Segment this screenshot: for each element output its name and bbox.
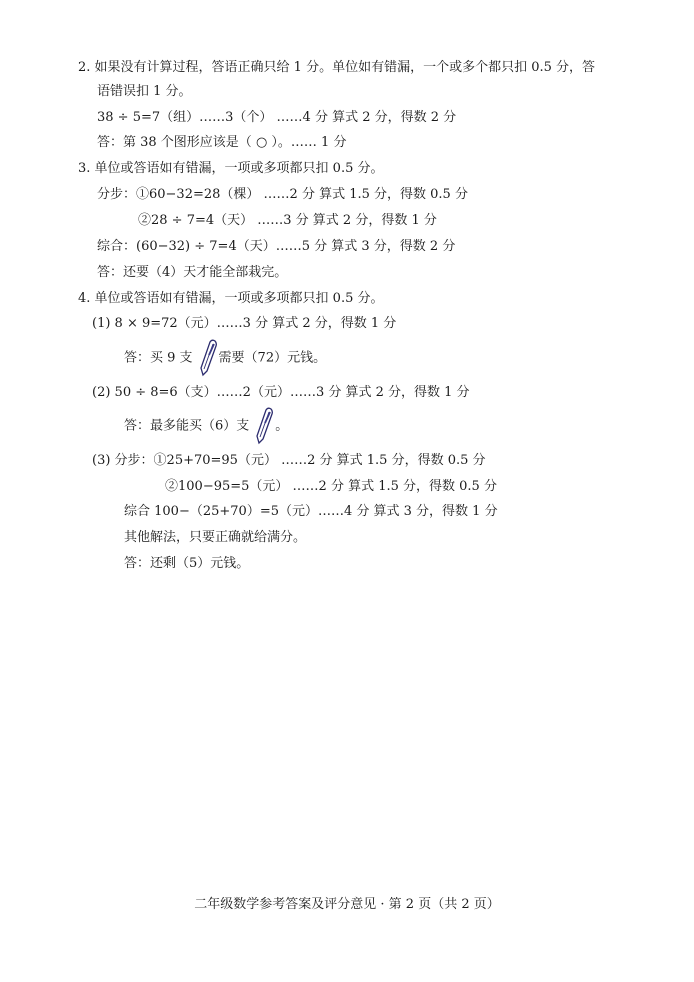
item-2-rule-line1: 2. 如果没有计算过程，答语正确只给 1 分。单位如有错漏，一个或多个都只扣 0.5 分，答 [78,60,596,75]
item-4-3-answer: 答：还剩（5）元钱。 [124,556,250,571]
pen-icon [195,339,217,377]
page-footer: 二年级数学参考答案及评分意见 · 第 2 页（共 2 页） [194,897,500,912]
item-4-2-answer [124,407,288,446]
answer-text-post: 。 [275,418,289,434]
item-4-3-step2: ②100−95=5（元） ……2 分 算式 1.5 分，得数 0.5 分 [165,479,497,494]
item-4-3-step1: (3) 分步：①25+70=95（元） ……2 分 算式 1.5 分，得数 0.5 分 [92,453,486,468]
answer-text-post: 需要（72）元钱。 [218,350,327,366]
item-2-answer: 答：第 38 个图形应该是（ ○ ）。…… 1 分 [97,135,347,150]
item-3-step2: ②28 ÷ 7=4（天） ……3 分 算式 2 分，得数 1 分 [138,213,437,228]
item-4-2-equation: (2) 50 ÷ 8=6（支）……2（元）……3 分 算式 2 分，得数 1 分 [92,385,470,400]
item-3-step1: 分步：①60−32=28（棵） ……2 分 算式 1.5 分，得数 0.5 分 [97,187,468,202]
answer-text-pre: 答：买 9 支 [124,350,193,366]
pen-icon [251,407,273,445]
item-3-rule: 3. 单位或答语如有错漏，一项或多项都只扣 0.5 分。 [78,161,384,176]
item-4-1-answer [124,339,326,378]
item-2-equation: 38 ÷ 5=7（组）……3（个） ……4 分 算式 2 分，得数 2 分 [97,110,457,125]
item-3-answer: 答：还要（4）天才能全部栽完。 [97,265,288,280]
item-4-3-combined: 综合 100−（25+70）=5（元）……4 分 算式 3 分，得数 1 分 [124,504,498,519]
answer-text-pre: 答：最多能买（6）支 [124,418,250,434]
item-4-1-equation: (1) 8 × 9=72（元）……3 分 算式 2 分，得数 1 分 [92,316,397,331]
item-4-3-note: 其他解法，只要正确就给满分。 [124,530,307,545]
item-3-combined: 综合：(60−32) ÷ 7=4（天）……5 分 算式 3 分，得数 2 分 [97,239,456,254]
item-4-rule: 4. 单位或答语如有错漏，一项或多项都只扣 0.5 分。 [78,291,384,306]
item-2-rule-line2: 语错误扣 1 分。 [97,84,192,99]
